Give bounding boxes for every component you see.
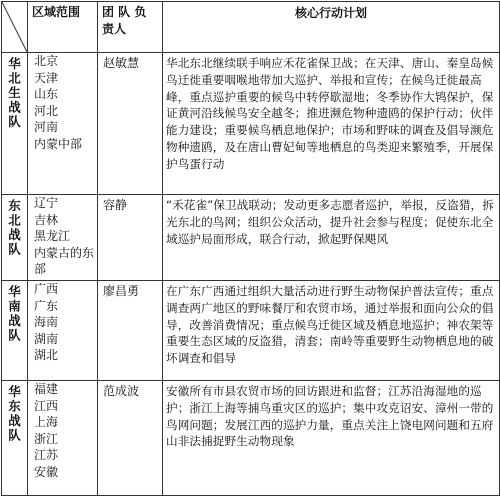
region-item: 江西 [34, 398, 59, 413]
leader-cell: 赵敏慧 [98, 53, 163, 195]
region-item: 广西 [34, 282, 59, 296]
region-cell [28, 381, 98, 496]
region-item: 江苏 [34, 448, 59, 462]
region-item: 北京 [34, 54, 59, 68]
plan-cell: 安徽所有市县农贸市场的回访跟进和监督；江苏沿海湿地的巡护；浙江上海等捕鸟重灾区的巡护；集中攻克诏安、漳州一带的鸟网问题；发展江西的巡护力量，重点关注上饶电网问题和五府山非法捕捉野生动物现象 [163, 381, 500, 496]
region-item: 山东 [34, 87, 59, 101]
table-header-row [2, 2, 500, 53]
region-cell [28, 53, 98, 195]
header-plan: 核心行动计划 [163, 2, 500, 53]
region-item: 安徽 [34, 464, 59, 479]
header-leader: 团 队 负 责人 [98, 2, 163, 53]
plan-cell: “禾花雀”保卫战联动；发动更多志愿者巡护，举报，反盗猎，拆光东北的鸟网；组织公众活动，提升社会参与程度；促使东北全域巡护局面形成，联合行动，掀起野保飓风 [163, 195, 500, 281]
region-item: 内蒙中部 [34, 136, 83, 151]
plan-cell: 华北东北继续联手响应禾花雀保卫战；在天津、唐山、秦皇岛候鸟迁徙重要咽喉地带加大巡护、举报和宣传；在候鸟迁徙最高峰，重点巡护重要的候鸟中转停歇湿地；冬季协作大鸨保护，保证黄河沿线候鸟安全越冬；推进濒危物种遗鸥的保护行动；伙伴能力建设；重要候鸟栖息地保护；市场和野味的调查及倡导濒危物种遗鸥，及在唐山曹妃甸等地栖息的鸟类迎来繁殖季，开展保护鸟蛋行动 [163, 53, 500, 195]
team-name-cell: 东北战队 [2, 195, 28, 281]
region-item: 广东 [34, 298, 59, 313]
region-item: 辽宁 [34, 196, 59, 210]
region-item: 福建 [34, 382, 59, 396]
region-item: 河北 [34, 103, 59, 118]
table-row [2, 195, 500, 281]
team-name-cell: 华北生战队 [2, 53, 28, 195]
region-item: 天津 [34, 70, 59, 85]
region-item: 河南 [34, 120, 59, 134]
region-item: 内蒙古的东部 [34, 245, 95, 276]
table-row [2, 281, 500, 381]
plan-cell: 在广东广西通过组织大量活动进行野生动物保护普法宣传；重点调查两广地区的野味餐厅和农贸市场，通过举报和面向公众的倡导，改善消费情况；重点候鸟迁徙区域及栖息地巡护；神农架等重要生态区域的反盗猎，清套；南岭等重要野生动物栖息地的破坏调查和倡导 [163, 281, 500, 381]
diagonal-corner-cell [2, 2, 28, 53]
leader-cell: 范成波 [98, 381, 163, 496]
team-name-cell: 华南战队 [2, 281, 28, 381]
leader-cell: 廖昌勇 [98, 281, 163, 381]
region-item: 浙江 [34, 431, 59, 446]
action-plan-table [1, 1, 500, 496]
diagonal-line [2, 2, 27, 52]
region-item: 上海 [34, 415, 59, 429]
region-item: 海南 [34, 315, 59, 329]
region-item: 湖南 [34, 331, 59, 346]
region-item: 吉林 [34, 212, 59, 227]
table-row [2, 53, 500, 195]
header-region: 区域范围 [28, 2, 98, 53]
region-item: 黑龙江 [34, 229, 71, 243]
region-item: 湖北 [34, 348, 59, 362]
leader-cell: 容静 [98, 195, 163, 281]
team-name-cell: 华东战队 [2, 381, 28, 496]
region-cell [28, 195, 98, 281]
table-row [2, 381, 500, 496]
region-cell [28, 281, 98, 381]
